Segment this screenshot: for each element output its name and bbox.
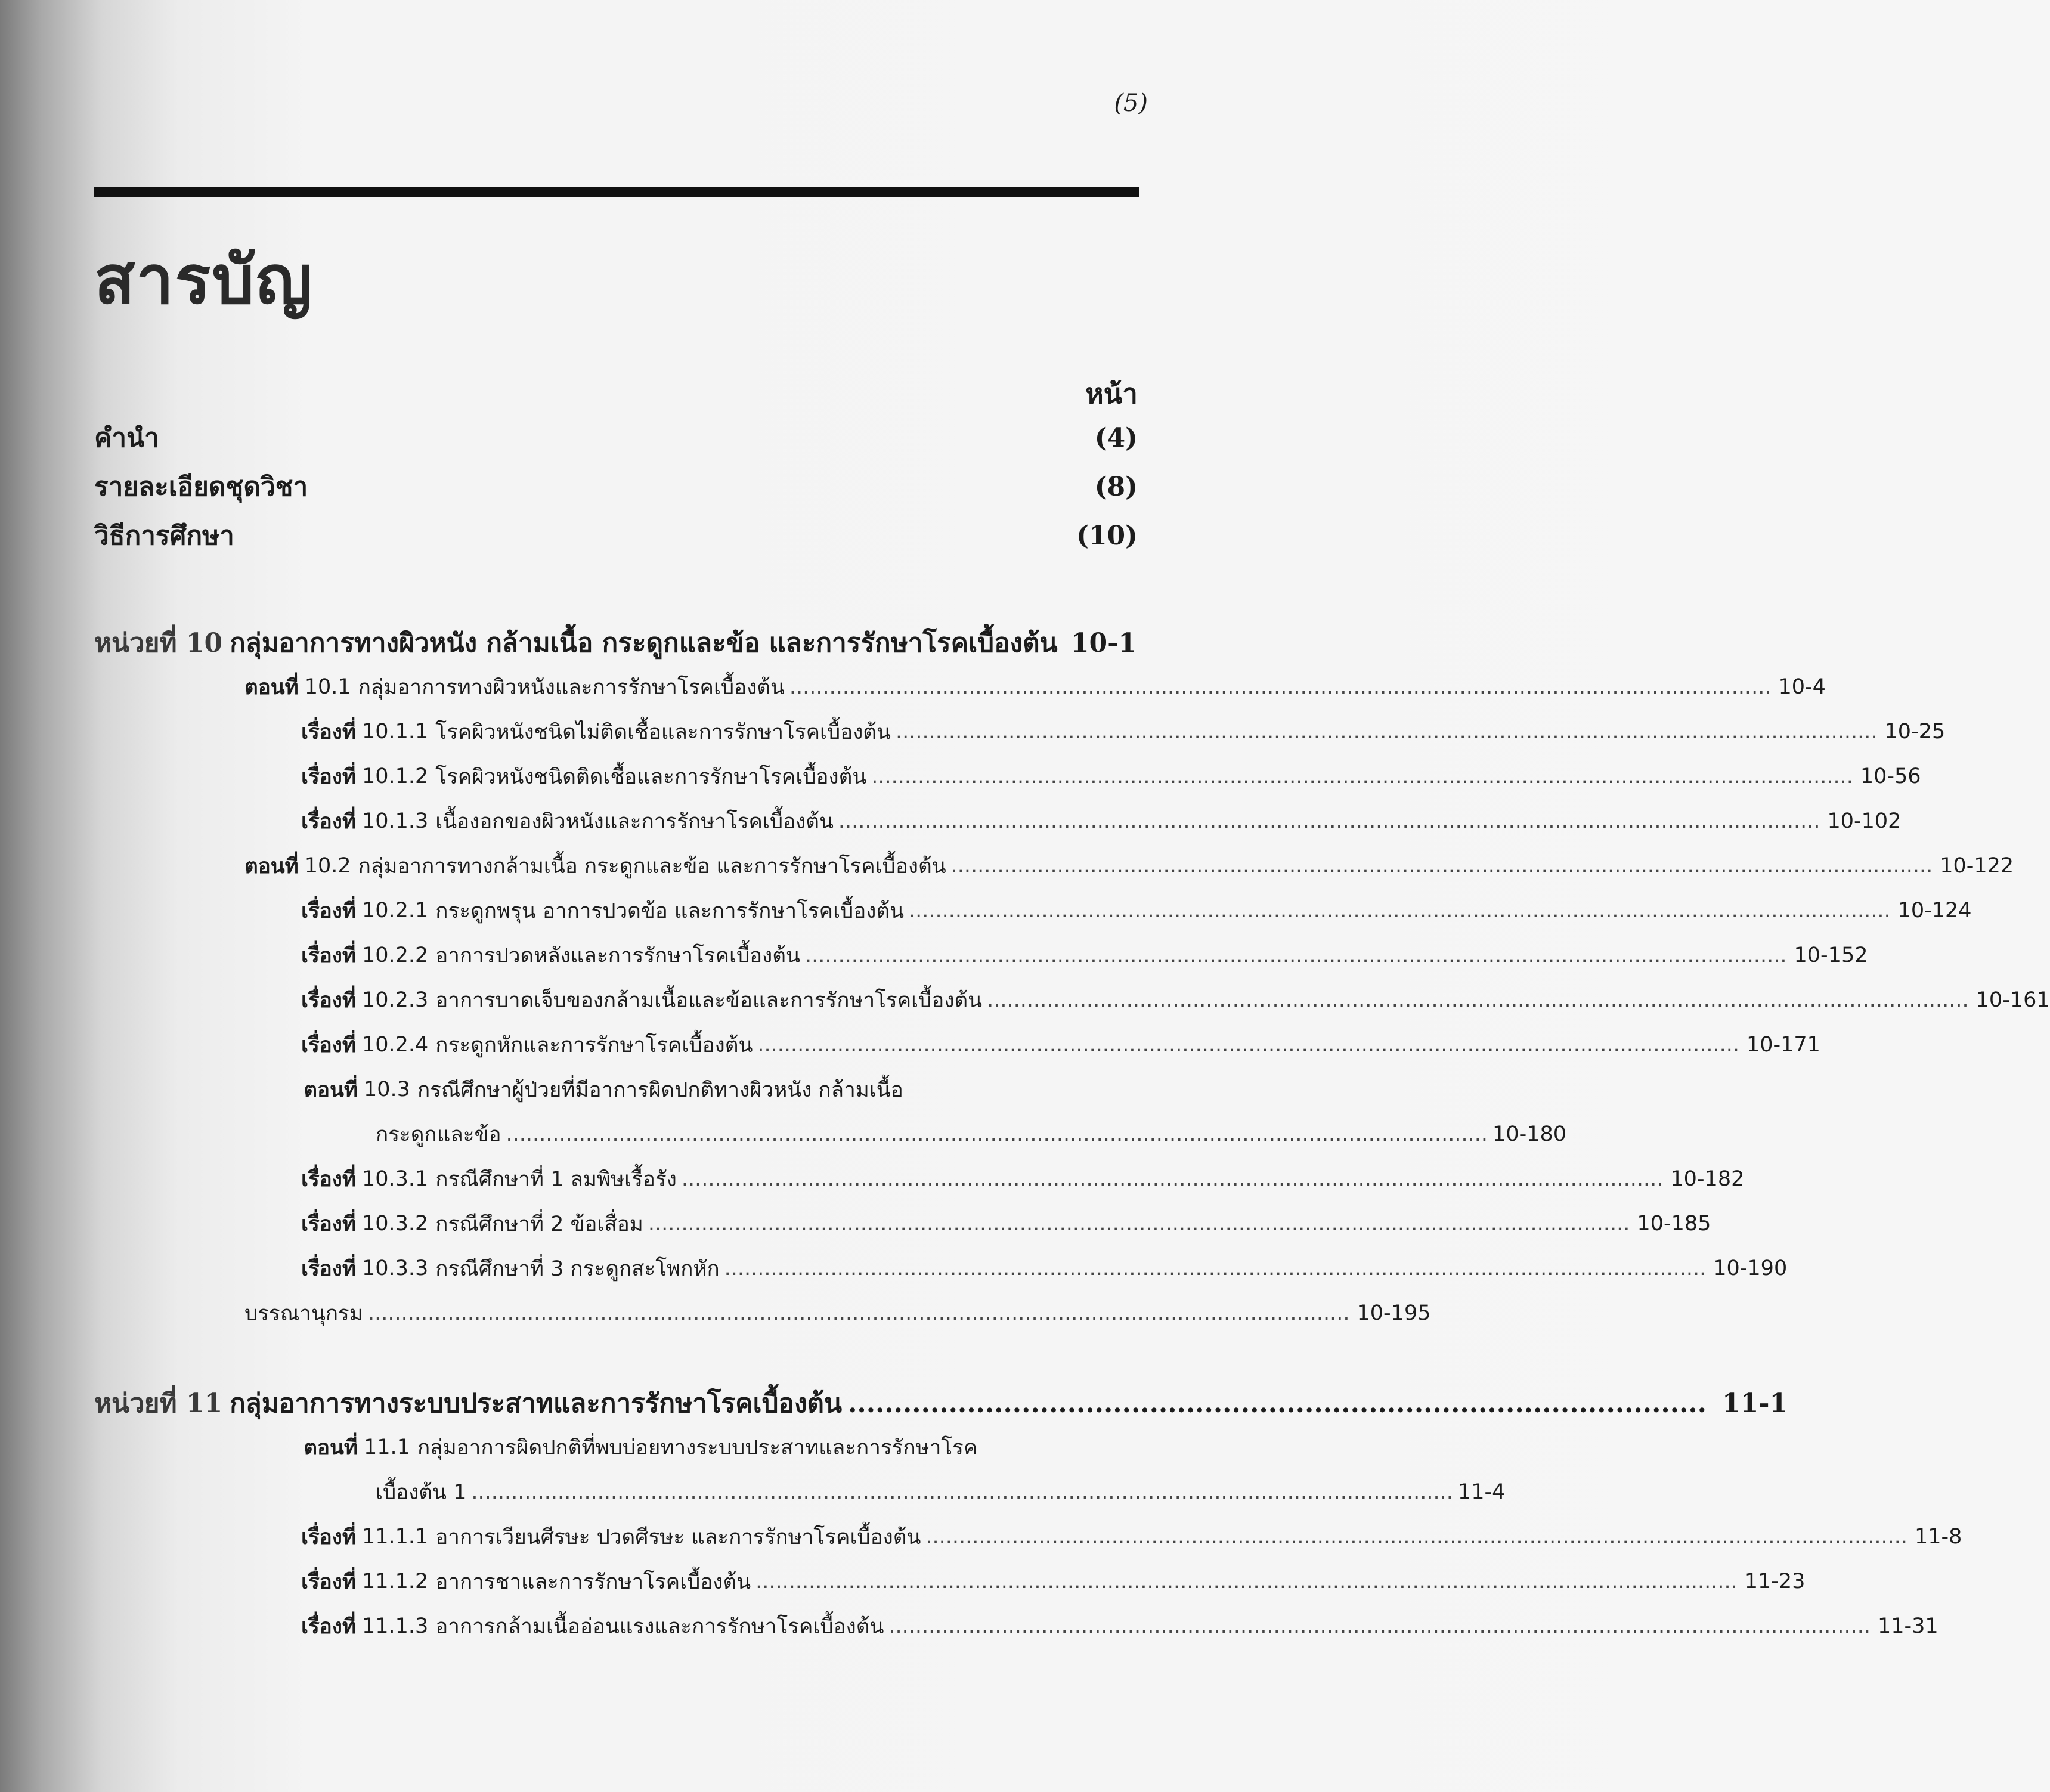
front-matter-title: รายละเอียดชุดวิชา [94,472,308,502]
dot-leader: .................................................................................................................................................... [895,720,1878,744]
topic-number: 10.1.1 [361,720,429,744]
dot-leader: .................................................................................................................................................... [367,1301,1350,1325]
section-title-continuation: กระดูกและข้อ [376,1122,501,1147]
topic-title: โรคผิวหนังชนิดติดเชื้อและการรักษาโรคเบื้องต้น [435,765,867,789]
section-page: 11-4 [1457,1480,1506,1504]
topic-page: 11-8 [1914,1525,1962,1549]
section-label: ตอนที่ [304,1435,358,1460]
topic-number: 11.1.1 [361,1525,429,1549]
dot-leader: .................................................................................................................................................... [681,1167,1664,1191]
section-page: 10-122 [1940,854,2014,878]
topic-page: 10-56 [1860,765,1921,788]
toc-topic[interactable] [301,982,2050,1018]
toc-topic[interactable] [301,893,1972,929]
front-matter-page: (4) [1094,422,1138,453]
section-label: ตอนที่ [244,675,299,700]
topic-title: อาการบาดเจ็บของกล้ามเนื้อและข้อและการรักษาโรคเบื้องต้น [435,988,983,1013]
unit-heading[interactable] [94,623,1137,663]
topic-title: อาการกล้ามเนื้ออ่อนแรงและการรักษาโรคเบื้องต้น [435,1614,884,1639]
front-matter-item[interactable] [94,469,1138,505]
topic-label: เรื่องที่ [301,1614,356,1639]
topic-number: 10.3.3 [361,1256,429,1280]
dot-leader: .................................................................................................................................................... [925,1525,1907,1549]
toc-topic[interactable] [301,1027,1820,1063]
dot-leader: .................................................................................................................................................... [950,854,1933,878]
topic-page: 11-23 [1744,1570,1806,1593]
topic-label: เรื่องที่ [301,765,356,789]
topic-title: กรณีศึกษาที่ 3 กระดูกสะโพกหัก [435,1256,720,1281]
topic-page: 10-25 [1884,720,1946,744]
topic-page: 10-185 [1637,1212,1711,1236]
topic-page: 10-182 [1670,1167,1745,1191]
toc-topic[interactable] [301,1206,1711,1242]
toc-section-continuation[interactable] [376,1116,1567,1152]
topic-label: เรื่องที่ [301,988,356,1013]
dot-leader: .............................................................................................. [848,1388,1707,1419]
topic-label: เรื่องที่ [301,720,356,744]
toc-topic[interactable] [301,1519,1962,1555]
topic-title: โรคผิวหนังชนิดไม่ติดเชื้อและการรักษาโรคเบื้องต้น [435,720,891,744]
unit-title: กลุ่มอาการทางผิวหนัง กล้ามเนื้อ กระดูกและข้อ และการรักษาโรคเบื้องต้น [230,628,1058,658]
topic-page: 10-102 [1827,809,1902,833]
front-matter-title: คำนำ [94,423,159,453]
dot-leader: .................................................................................................................................................... [648,1212,1630,1236]
topic-number: 10.2.3 [361,988,429,1012]
topic-number: 10.1.3 [361,809,429,833]
topic-title: กระดูกหักและการรักษาโรคเบื้องต้น [435,1033,753,1057]
topic-number: 10.2.1 [361,899,429,923]
front-matter-page: (10) [1076,520,1138,551]
topic-title: อาการชาและการรักษาโรคเบื้องต้น [435,1570,751,1594]
toc-topic[interactable] [301,759,1921,794]
toc-topic[interactable] [301,1564,1806,1599]
toc-section[interactable] [244,669,1826,705]
dot-leader: .................................................................................................................................................... [724,1256,1707,1280]
topic-label: เรื่องที่ [301,1570,356,1594]
front-matter-title: วิธีการศึกษา [94,521,234,551]
toc-topic[interactable] [301,1251,1788,1286]
topic-title: กรณีศึกษาที่ 1 ลมพิษเรื้อรัง [435,1167,677,1191]
dot-leader: .................................................................................................................................................... [804,943,1787,967]
page-number: (5) [1114,89,1148,117]
topic-page: 10-171 [1746,1033,1820,1057]
section-label: ตอนที่ [244,854,299,878]
topic-label: เรื่องที่ [301,1033,356,1057]
dot-leader: .................................................................................................................................................... [757,1033,1739,1057]
dot-leader: .................................................................................................................................................... [506,1122,1488,1146]
topic-title: กรณีศึกษาที่ 2 ข้อเสื่อม [435,1212,643,1236]
dot-leader: .................................................................................................................................................... [755,1570,1738,1593]
section-label: ตอนที่ [304,1078,358,1102]
topic-number: 10.3.1 [361,1167,429,1191]
toc-section[interactable] [244,1429,1136,1465]
section-title: กรณีศึกษาผู้ป่วยที่มีอาการผิดปกติทางผิวหนัง กล้ามเนื้อ [417,1078,903,1102]
section-title: กลุ่มอาการผิดปกติที่พบบ่อยทางระบบประสาทและการรักษาโรค [417,1435,978,1460]
topic-number: 10.1.2 [361,765,429,788]
section-title: กลุ่มอาการทางกล้ามเนื้อ กระดูกและข้อ และการรักษาโรคเบื้องต้น [358,854,946,878]
dot-leader: .................................................................................................................................................... [871,765,1853,788]
dot-leader: .................................................................................................................................................... [789,675,1772,699]
toc-section-continuation[interactable] [376,1474,1506,1510]
toc-topic[interactable] [301,937,1868,973]
topic-title: อาการปวดหลังและการรักษาโรคเบื้องต้น [435,943,800,968]
section-page: 10-180 [1492,1122,1567,1146]
topic-number: 11.1.2 [361,1570,429,1593]
topic-page: 10-124 [1897,899,1972,923]
topic-page: 10-152 [1794,943,1868,967]
unit-label: หน่วยที่ 10 [94,628,223,658]
topic-label: เรื่องที่ [301,1212,356,1236]
section-page: 10-4 [1778,675,1826,699]
toc-bibliography[interactable] [244,1295,1431,1331]
unit-page: 10-1 [1070,627,1137,658]
topic-label: เรื่องที่ [301,899,356,923]
page-title: สารบัญ [94,241,314,319]
topic-label: เรื่องที่ [301,1167,356,1191]
front-matter-item[interactable] [94,420,1138,456]
dot-leader: .................................................................................................................................................... [471,1480,1453,1504]
section-number: 10.1 [304,675,351,699]
unit-heading[interactable] [94,1384,1788,1423]
toc-topic[interactable] [301,1161,1745,1197]
page-column-header: หน้า [1085,377,1138,410]
toc-topic[interactable] [301,803,1902,839]
dot-leader: .................................................................................................................................................... [888,1614,1871,1638]
topic-page: 10-161 [1975,988,2050,1012]
topic-label: เรื่องที่ [301,943,356,968]
front-matter-item[interactable] [94,518,1138,553]
front-matter-page: (8) [1094,471,1138,502]
topic-number: 10.2.2 [361,943,429,967]
section-number: 11.1 [364,1435,410,1459]
topic-number: 11.1.3 [361,1614,429,1638]
section-title: กลุ่มอาการทางผิวหนังและการรักษาโรคเบื้องต้น [358,675,785,700]
section-number: 10.2 [304,854,351,878]
dot-leader: .................................................................................................................................................... [838,809,1820,833]
unit-page: 11-1 [1722,1388,1788,1419]
toc-section[interactable] [244,1072,1136,1107]
unit-label: หน่วยที่ 11 [94,1388,223,1419]
topic-title: เนื้องอกของผิวหนังและการรักษาโรคเบื้องต้น [435,809,834,834]
topic-number: 10.2.4 [361,1033,429,1057]
topic-number: 10.3.2 [361,1212,429,1236]
section-title-continuation: เบื้องต้น 1 [376,1480,467,1505]
topic-label: เรื่องที่ [301,1256,356,1281]
bibliography-label: บรรณานุกรม [244,1301,363,1326]
unit-title: กลุ่มอาการทางระบบประสาทและการรักษาโรคเบื้องต้น [230,1388,843,1419]
topic-page: 10-190 [1713,1256,1788,1280]
topic-page: 11-31 [1877,1614,1938,1638]
topic-label: เรื่องที่ [301,1525,356,1549]
toc-topic[interactable] [301,1608,1938,1644]
toc-topic[interactable] [301,714,1946,750]
title-rule [94,187,1139,197]
topic-label: เรื่องที่ [301,809,356,834]
dot-leader: .................................................................................................................................................... [909,899,1891,923]
bibliography-page: 10-195 [1357,1301,1431,1325]
toc-section[interactable] [244,848,2014,884]
dot-leader: .................................................................................................................................................... [987,988,1969,1012]
topic-title: อาการเวียนศีรษะ ปวดศีรษะ และการรักษาโรคเบื้องต้น [435,1525,921,1549]
topic-title: กระดูกพรุน อาการปวดข้อ และการรักษาโรคเบื้องต้น [435,899,905,923]
section-number: 10.3 [364,1078,410,1101]
